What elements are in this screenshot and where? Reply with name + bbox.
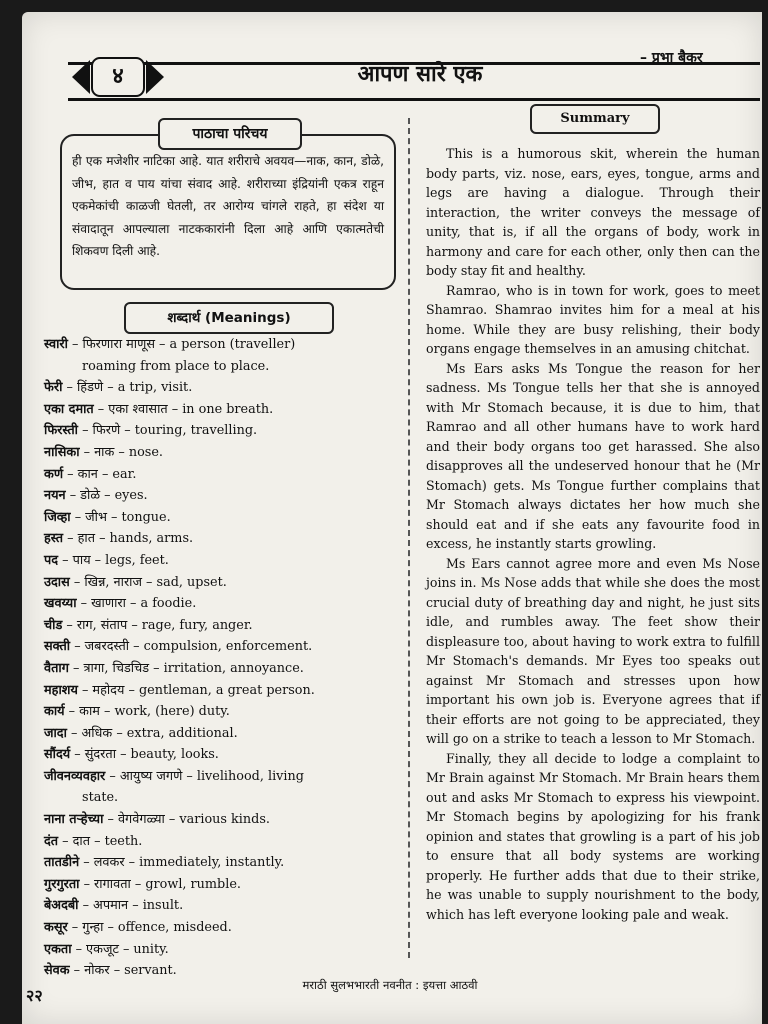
meaning-definition: – गुन्हा – offence, misdeed.: [67, 920, 232, 936]
meaning-definition: – हिंडणे – a trip, visit.: [62, 380, 193, 396]
meaning-word: सौंदर्य: [44, 747, 71, 763]
meaning-definition: – नाक – nose.: [79, 444, 163, 460]
meaning-row: [44, 399, 396, 421]
meaning-word: तातडीने: [44, 855, 80, 871]
meaning-word: खवय्या: [44, 596, 77, 612]
meaning-row: [44, 615, 396, 637]
meaning-definition: – कान – ear.: [63, 466, 137, 482]
header-rule-bottom: [68, 98, 760, 101]
meaning-row: [44, 744, 396, 766]
meaning-definition: – जीभ – tongue.: [70, 509, 171, 525]
meaning-definition: – लवकर – immediately, instantly.: [79, 855, 285, 871]
meaning-definition: state.: [82, 790, 119, 806]
summary-paragraph: Ramrao, who is in town for work, goes to meet Shamrao. Shamrao invites him for a meal at his home. While they are busy relishing, their body organs engage themselves in an amusing chitchat.: [426, 282, 760, 356]
summary-paragraph: This is a humorous skit, wherein the human body parts, viz. nose, ears, eyes, tongue, arms and legs are having a dialogue. Through their interaction, the writer conveys the message of unity, that is, if all the organs of body, work in harmony and care for each other, only then can the body stay fit and healthy.: [426, 146, 760, 278]
meaning-definition: – काम – work, (here) duty.: [64, 704, 230, 720]
intro-label: पाठाचा परिचय: [158, 118, 302, 150]
meaning-row: [44, 658, 396, 680]
meaning-definition: – अधिक – extra, additional.: [66, 725, 238, 741]
summary-paragraph: Ms Ears cannot agree more and even Ms Nose joins in. Ms Nose adds that while she does the most crucial duty of breathing day and night, he just sits idle, and rumbles away. The feet show their displeasure too, about having to work extra to fulfill Mr Stomach's demands. Mr Eyes too speaks out against Mr Stomach and stresses upon how important his own job is. Everyone agrees that if their efforts are not going to be appreciated, they will go on a strike to teach a lesson to Mr Stomach.: [426, 555, 760, 746]
meaning-definition: – खाणारा – a foodie.: [76, 596, 197, 612]
meaning-row: [44, 939, 396, 961]
meaning-word: सक्ती: [44, 639, 71, 655]
meaning-word: स्वारी: [44, 337, 68, 352]
meaning-word: जिव्हा: [44, 509, 71, 525]
footer-book-title: मराठी सुलभभारती नवनीत : इयत्ता आठवी: [302, 978, 478, 992]
author-name: – प्रभा बैकर: [640, 50, 703, 66]
summary-paragraph: Finally, they all decide to lodge a complaint to Mr Brain against Mr Stomach. Mr Brain hears them out and asks Mr Stomach to express his viewpoint. Mr Stomach begins by apologizing for his frank opinion and states that growling is a part of his job to ensure that all body systems are working properly. He further adds that due to their strike, he was unable to supply nourishment to the body, which has left everyone looking pale and weak.: [426, 750, 760, 922]
meaning-definition: – अपमान – insult.: [78, 898, 184, 914]
meaning-word: एका दमात: [44, 401, 94, 417]
meaning-definition: roaming from place to place.: [82, 358, 270, 374]
meaning-row: [44, 787, 396, 809]
meaning-definition: – रागावता – growl, rumble.: [79, 876, 241, 892]
meaning-word: दंत: [44, 833, 59, 849]
summary-label: Summary: [530, 104, 660, 134]
meaning-definition: – पाय – legs, feet.: [58, 552, 169, 568]
meaning-word: एकता: [44, 941, 72, 957]
meaning-word: कर्ण: [44, 466, 64, 482]
meaning-definition: – दात – teeth.: [58, 833, 143, 849]
meaning-word: बेअदबी: [44, 898, 79, 914]
meaning-word: नासिका: [44, 444, 80, 460]
meaning-definition: – वेगवेगळ्या – various kinds.: [103, 812, 270, 828]
meaning-word: जीवनव्यवहार: [44, 768, 106, 784]
meaning-definition: – राग, संताप – rage, fury, anger.: [62, 617, 253, 633]
meaning-definition: – फिरणारा माणूस – a person (traveller): [67, 337, 296, 352]
meaning-definition: – आयुष्य जगणे – livelihood, living: [105, 768, 304, 784]
meaning-definition: – महोदय – gentleman, a great person.: [77, 682, 315, 698]
meaning-row: [44, 377, 396, 399]
page-number: २२: [26, 986, 43, 1005]
meaning-row: [44, 723, 396, 745]
meaning-row: [44, 852, 396, 874]
meaning-row: [44, 550, 396, 572]
meaning-row: [44, 420, 396, 442]
meaning-word: पद: [44, 552, 59, 568]
meaning-word: हस्त: [44, 531, 64, 547]
meaning-row: [44, 507, 396, 529]
meaning-row: [44, 356, 396, 378]
chapter-number: ४: [112, 64, 124, 89]
summary-text: [426, 144, 760, 924]
meaning-definition: – फिरणे – touring, travelling.: [78, 423, 258, 439]
meaning-row: [44, 831, 396, 853]
meaning-row: [44, 766, 396, 788]
meaning-definition: – त्रागा, चिडचिड – irritation, annoyance.: [68, 660, 304, 676]
meaning-row: [44, 485, 396, 507]
meaning-word: नयन: [44, 488, 66, 504]
column-divider: [408, 118, 410, 958]
meaning-row: [44, 680, 396, 702]
meaning-word: गुरगुरता: [44, 876, 80, 892]
meaning-word: फेरी: [44, 380, 63, 396]
meaning-row: [44, 464, 396, 486]
summary-paragraph: Ms Ears asks Ms Tongue the reason for her sadness. Ms Tongue tells her that she is annoyed with Mr Stomach because, it is due to him, that Ramrao and all other humans have to work hard and their body organs too get harassed. She also disapproves all the undeserved honour that he (Mr Stomach) gets. Ms Tongue further complains that Mr Stomach always dictates her how much she should eat and if she eats any favourite food in excess, he instantly starts growling.: [426, 360, 760, 551]
meaning-word: वैताग: [44, 660, 69, 676]
meaning-definition: – खिन्न, नाराज – sad, upset.: [69, 574, 227, 590]
chapter-number-badge: [72, 54, 164, 100]
meaning-row: [44, 701, 396, 723]
meaning-definition: – नोकर – servant.: [69, 963, 177, 979]
meaning-word: महाशय: [44, 682, 78, 698]
meaning-definition: – एकजूट – unity.: [71, 941, 169, 957]
meaning-row: [44, 874, 396, 896]
meaning-word: नाना तऱ्हेच्या: [44, 812, 104, 828]
meanings-label: शब्दार्थ (Meanings): [124, 302, 334, 334]
meaning-definition: – डोळे – eyes.: [65, 488, 148, 504]
meaning-word: फिरस्ती: [44, 423, 79, 439]
meaning-definition: – जबरदस्ती – compulsion, enforcement.: [70, 639, 313, 655]
meaning-word: उदास: [44, 574, 70, 590]
meaning-word: जादा: [44, 725, 67, 741]
meaning-row: [44, 593, 396, 615]
meaning-row: [44, 809, 396, 831]
meaning-row: [44, 528, 396, 550]
meaning-row: [44, 334, 396, 356]
meaning-definition: – सुंदरता – beauty, looks.: [70, 747, 219, 763]
meaning-row: [44, 572, 396, 594]
meanings-list: [44, 334, 396, 982]
meaning-word: कार्य: [44, 704, 65, 720]
meaning-definition: – एका श्वासात – in one breath.: [93, 401, 274, 417]
intro-text: ही एक मजेशीर नाटिका आहे. यात शरीराचे अवयव—नाक, कान, डोळे, जीभ, हात व पाय यांचा संवाद आहे. शरीराच्या इंद्रियांनी एकत्र राहून एकमेकांची काळजी घेतली, तर आरोग्य चांगले राहते, हा संदेश या संवादातून आपल्याला नाटककारांनी दिला आहे आणि एकात्मतेची शिकवण दिली आहे.: [72, 154, 384, 258]
meaning-row: [44, 895, 396, 917]
meaning-word: कसूर: [44, 920, 68, 936]
meaning-row: [44, 442, 396, 464]
meaning-row: [44, 917, 396, 939]
meaning-word: सेवक: [44, 963, 70, 979]
meaning-row: [44, 636, 396, 658]
meaning-word: चीड: [44, 617, 63, 633]
meaning-definition: – हात – hands, arms.: [63, 531, 194, 547]
chapter-title: आपण सारे एक: [357, 62, 483, 87]
